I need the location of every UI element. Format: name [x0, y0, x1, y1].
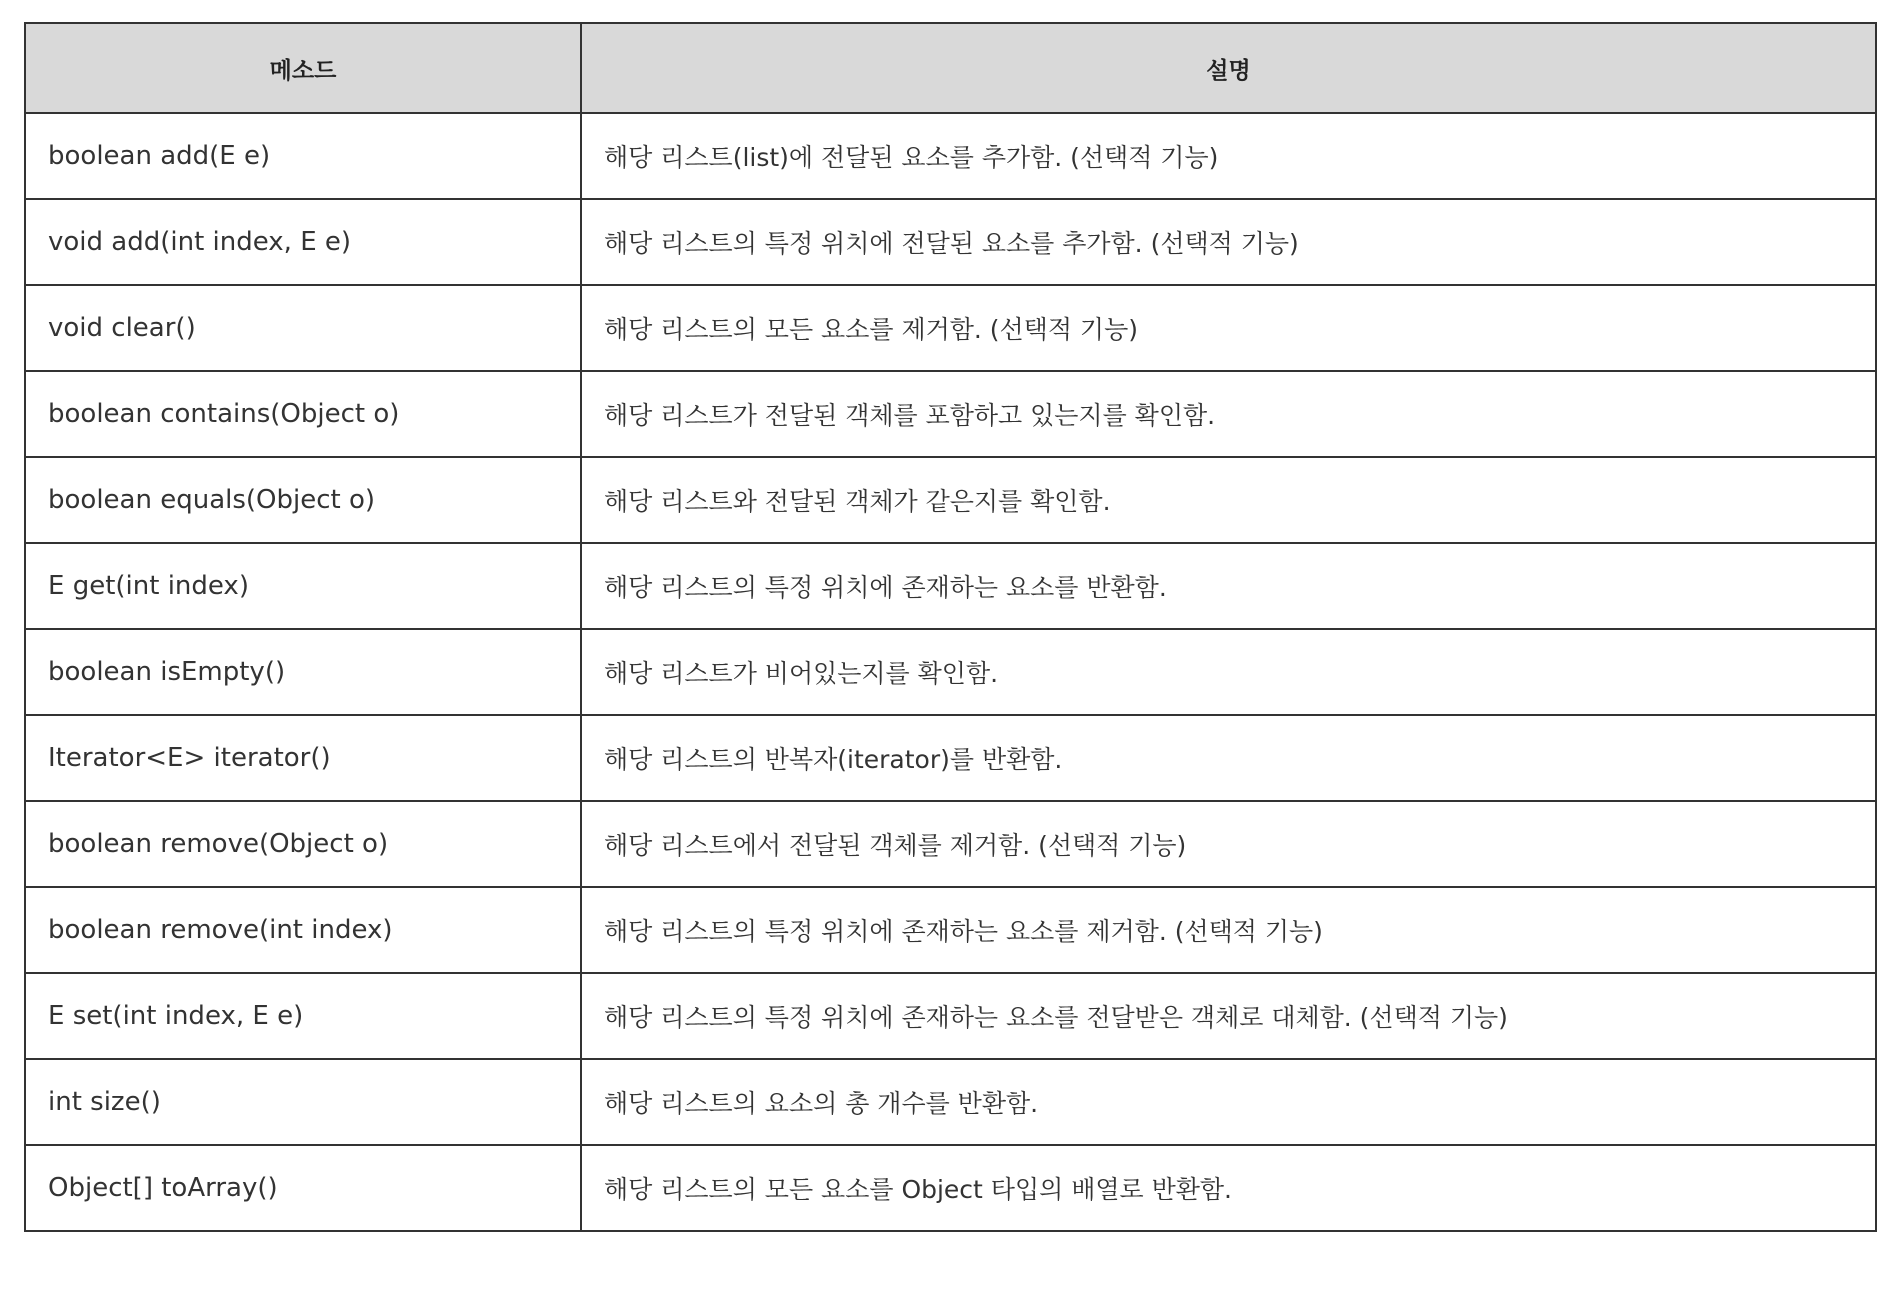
table-row [25, 1059, 1876, 1145]
table-row [25, 801, 1876, 887]
description-cell: 해당 리스트의 반복자(iterator)를 반환함. [581, 715, 1876, 801]
method-cell: Iterator<E> iterator() [25, 715, 581, 801]
table-row [25, 1145, 1876, 1231]
table-row [25, 199, 1876, 285]
description-cell: 해당 리스트의 요소의 총 개수를 반환함. [581, 1059, 1876, 1145]
method-table-container [24, 22, 1875, 1232]
table-row [25, 543, 1876, 629]
table-row [25, 887, 1876, 973]
table-row [25, 715, 1876, 801]
table-header [25, 23, 1876, 113]
method-cell: boolean add(E e) [25, 113, 581, 199]
method-cell: boolean contains(Object o) [25, 371, 581, 457]
method-cell: boolean equals(Object o) [25, 457, 581, 543]
header-method: 메소드 [25, 23, 581, 113]
description-cell: 해당 리스트에서 전달된 객체를 제거함. (선택적 기능) [581, 801, 1876, 887]
table-row [25, 285, 1876, 371]
description-cell: 해당 리스트의 모든 요소를 Object 타입의 배열로 반환함. [581, 1145, 1876, 1231]
table-header-row [25, 23, 1876, 113]
method-table [24, 22, 1877, 1232]
method-cell: E set(int index, E e) [25, 973, 581, 1059]
description-cell: 해당 리스트의 특정 위치에 전달된 요소를 추가함. (선택적 기능) [581, 199, 1876, 285]
method-cell: boolean remove(Object o) [25, 801, 581, 887]
description-cell: 해당 리스트의 특정 위치에 존재하는 요소를 전달받은 객체로 대체함. (선택적 기능) [581, 973, 1876, 1059]
method-cell: boolean remove(int index) [25, 887, 581, 973]
method-cell: int size() [25, 1059, 581, 1145]
description-cell: 해당 리스트(list)에 전달된 요소를 추가함. (선택적 기능) [581, 113, 1876, 199]
table-row [25, 629, 1876, 715]
method-cell: Object[] toArray() [25, 1145, 581, 1231]
description-cell: 해당 리스트의 특정 위치에 존재하는 요소를 제거함. (선택적 기능) [581, 887, 1876, 973]
method-cell: void clear() [25, 285, 581, 371]
description-cell: 해당 리스트가 비어있는지를 확인함. [581, 629, 1876, 715]
description-cell: 해당 리스트의 특정 위치에 존재하는 요소를 반환함. [581, 543, 1876, 629]
table-row [25, 457, 1876, 543]
table-row [25, 113, 1876, 199]
method-cell: boolean isEmpty() [25, 629, 581, 715]
description-cell: 해당 리스트의 모든 요소를 제거함. (선택적 기능) [581, 285, 1876, 371]
method-cell: void add(int index, E e) [25, 199, 581, 285]
table-body [25, 113, 1876, 1231]
method-cell: E get(int index) [25, 543, 581, 629]
table-row [25, 371, 1876, 457]
description-cell: 해당 리스트와 전달된 객체가 같은지를 확인함. [581, 457, 1876, 543]
header-description: 설명 [581, 23, 1876, 113]
description-cell: 해당 리스트가 전달된 객체를 포함하고 있는지를 확인함. [581, 371, 1876, 457]
table-row [25, 973, 1876, 1059]
